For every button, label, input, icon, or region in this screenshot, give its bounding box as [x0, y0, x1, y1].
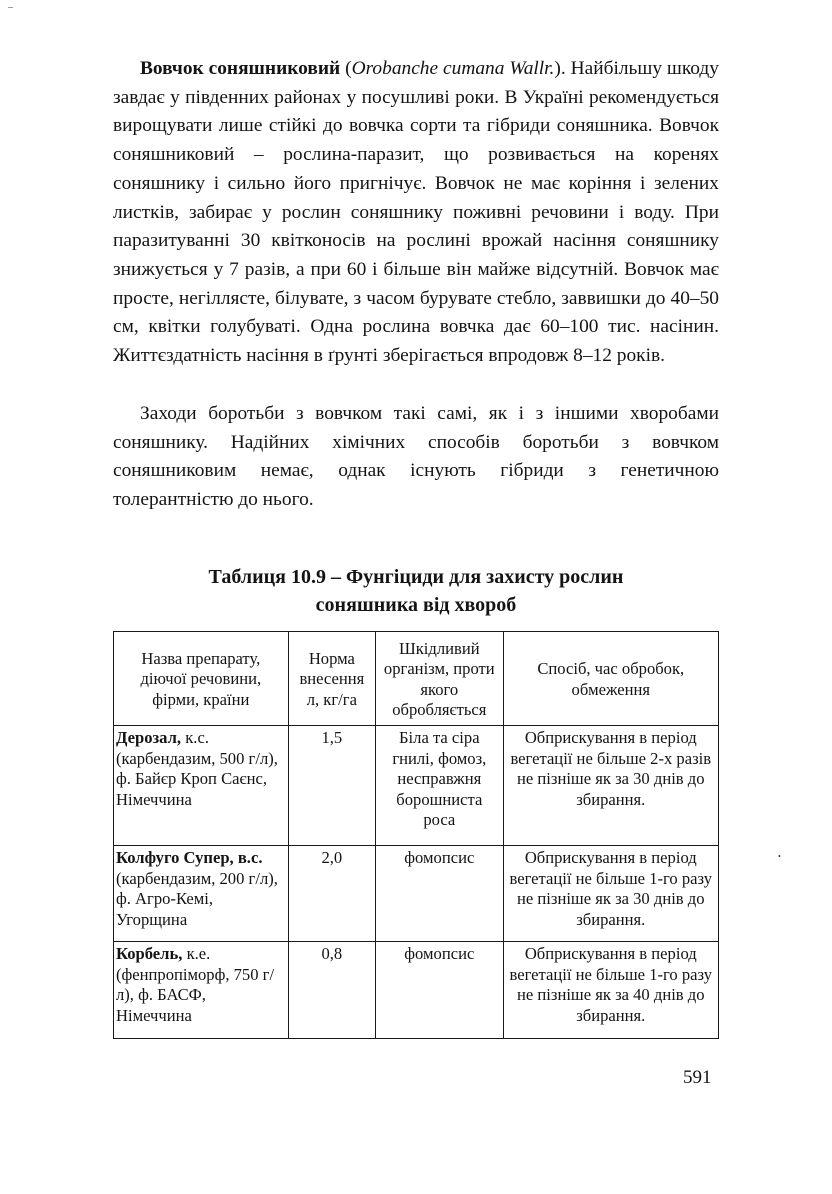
- page-number: 591: [683, 1067, 712, 1088]
- cell-preparation: Дерозал, к.с. (карбендазим, 500 г/л), ф. Байєр Кроп Саєнс, Німеччина: [114, 726, 289, 846]
- cell-method: Обприскування в період вегетації не більше 1-го разу не пізніше як за 40 днів до збирання.: [503, 942, 718, 1039]
- header-method: Спосіб, час обробок, обмеження: [503, 632, 718, 726]
- cell-rate: 2,0: [288, 846, 375, 942]
- header-preparation: Назва препарату, діючої речовини, фірми, країни: [114, 632, 289, 726]
- cell-organism: фомопсис: [376, 942, 503, 1039]
- header-rate: Норма внесення л, кг/га: [288, 632, 375, 726]
- paragraph-broomrape: Вовчок соняшниковий (Orobanche cumana Wallr.). Найбільшу шкоду завдає у південних районах у посушливі роки. В Україні рекомендується вирощувати лише стійкі до вовчка сорти та гібриди соняшника. Вовчок соняшниковий – рослина-паразит, що розвивається на коренях соняшнику і сильно його пригнічує. Вовчок не має коріння і зелених листків, забирає у рослин соняшнику поживні речовини і воду. При паразитуванні 30 квітконосів на рослині врожай насіння соняшнику знижується у 7 разів, а при 60 і більше він майже відсутній. Вовчок має просте, негіллясте, білувате, з часом бурувате стебло, заввишки до 40–50 см, квітки голубуваті. Одна рослина вовчка дає 60–100 тис. насінин. Життєздатність насіння в ґрунті зберігається впродовж 8–12 років.: [113, 58, 719, 367]
- fungicides-table: [113, 631, 719, 1039]
- cell-preparation: Корбель, к.е. (фенпропіморф, 750 г/л), ф. БАСФ, Німеччина: [114, 942, 289, 1039]
- paragraph-control-measures: Заходи боротьби з вовчком такі самі, як і з іншими хворобами соняшнику. Надійних хімічних способів боротьби з вовчком соняшниковим немає, однак існують гібриди з генетичною толерантністю до нього.: [113, 403, 719, 511]
- table-caption: Таблиця 10.9 – Фунгіциди для захисту рослин соняшника від хвороб: [208, 566, 624, 616]
- cell-rate: 1,5: [288, 726, 375, 846]
- stray-dot: •: [778, 852, 781, 861]
- header-organism: Шкідливий організм, проти якого обробляється: [376, 632, 503, 726]
- cell-rate: 0,8: [288, 942, 375, 1039]
- cell-organism: фомопсис: [376, 846, 503, 942]
- table-row: [114, 726, 719, 846]
- table-row: [114, 846, 719, 942]
- cell-method: Обприскування в період вегетації не більше 1-го разу не пізніше як за 30 днів до збирання.: [503, 846, 718, 942]
- corner-mark: –: [8, 2, 13, 13]
- paragraph-body: Найбільшу шкоду завдає у південних районах у посушливі роки. В Україні рекомендується вирощувати лише стійкі до вовчка сорти та гібриди соняшника. Вовчок соняшниковий – рослина-паразит, що розвивається на коренях соняшнику і сильно його пригнічує. Вовчок не має коріння і зелених листків, забирає у рослин соняшнику поживні речовини і воду. При паразитуванні 30 квітконосів на рослині врожай насіння соняшнику знижується у 7 разів, а при 60 і більше він майже відсутній. Вовчок має просте, негіллясте, білувате, з часом бурувате стебло, заввишки до 40–50 см, квітки голубуваті. Одна рослина вовчка дає 60–100 тис. насінин. Життєздатність насіння в ґрунті зберігається впродовж 8–12 років.: [113, 58, 719, 367]
- table-row: [114, 942, 719, 1039]
- cell-method: Обприскування в період вегетації не більше 2-х разів не пізніше як за 30 днів до збирання.: [503, 726, 718, 846]
- term-broomrape: Вовчок соняшниковий: [140, 58, 341, 79]
- cell-preparation: Колфуго Супер, в.с. (карбендазим, 200 г/л), ф. Агро-Кемі, Угорщина: [114, 846, 289, 942]
- cell-organism: Біла та сіра гнилі, фомоз, несправжня борошниста роса: [376, 726, 503, 846]
- table-header-row: [114, 632, 719, 726]
- latin-name: Orobanche cumana Wallr.: [351, 58, 555, 79]
